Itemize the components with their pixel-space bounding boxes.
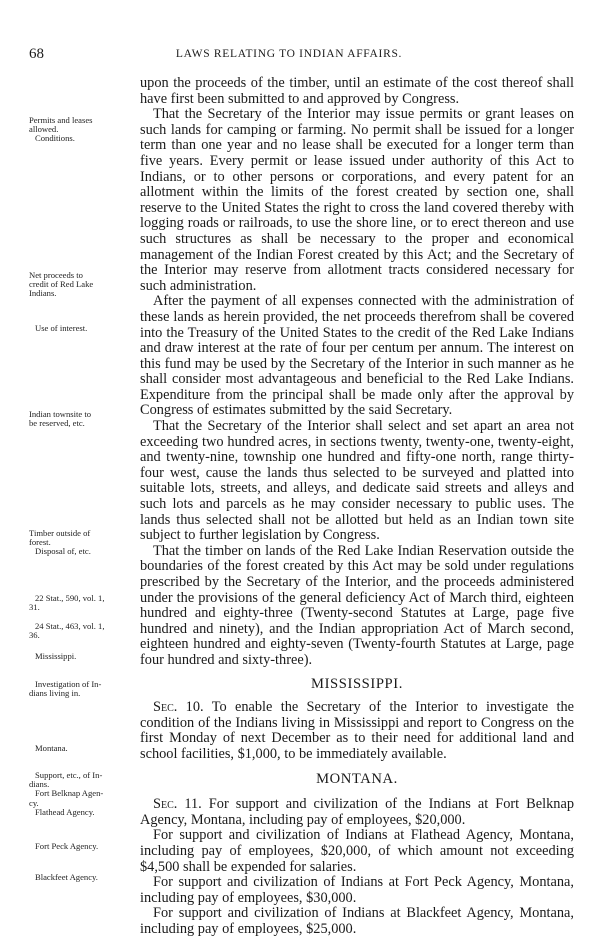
page-header xyxy=(29,46,549,62)
paragraph-blackfeet: For support and civilization of Indians at Blackfeet Agency, Montana, including pay of employees, $25,000. xyxy=(140,905,574,937)
section-11-text: For support and civilization of the Indians at Fort Belknap Agency, Montana, including pay of employees, $20,000. xyxy=(140,796,574,828)
margin-note-timber: Timber outside of forest. Disposal of, etc. xyxy=(29,528,91,557)
paragraph-flathead: For support and civilization of Indians at Flathead Agency, Montana, including pay of employees, $20,000, of which amount not exceeding $4,500 shall be expended for salaries. xyxy=(140,827,574,875)
heading-montana: MONTANA. xyxy=(316,770,398,787)
margin-note-fort-peck: Fort Peck Agency. xyxy=(35,841,99,851)
heading-mississippi: MISSISSIPPI. xyxy=(311,675,403,692)
margin-note-use-of-interest: Use of interest. xyxy=(35,323,88,333)
margin-note-support: Support, etc., of In- dians. Fort Belknap Agen- cy. Flathead Agency. xyxy=(29,770,104,817)
margin-note-permits: Permits and leases allowed. Conditions. xyxy=(29,115,93,144)
paragraph-timber: That the timber on lands of the Red Lake Indian Reservation outside the boundaries of the forest created by this Act may be sold under regulations prescribed by the Secretary of the Interior, and the proceeds administered under the provisions of the general deficiency Act of March third, eighteen hundred and eighty-three (Twenty-second Statutes at Large, page five hundred and ninety), and the Indian appropriation Act of March second, eighteen hundred and eighty-seven (Twenty-fourth Statutes at Large, page four hundred and sixty-three). xyxy=(140,542,574,668)
paragraph-permits: That the Secretary of the Interior may issue permits or grant leases on such lands for camping or farming. No permit shall be issued for a longer term than one year and no lease shall be executed for a longer term than five years. Every permit or lease issued under authority of this Act to Indians, or to other persons or corporations, and every patent for an allotment within the limits of the forest created by section one, shall reserve to the United States the right to cross the land covered thereby with logging roads or railroads, to use the shore line, or to erect thereon and use such structures as shall be necessary to the proper and economical management of the Indian Forest created by this Act; and the Secretary of the Interior may reserve from allotment tracts considered necessary for such administration. xyxy=(140,106,574,294)
paragraph-fort-peck: For support and civilization of Indians at Fort Peck Agency, Montana, including pay of employees, $30,000. xyxy=(140,874,574,906)
main-text xyxy=(140,76,574,937)
section-10-label: Sec. 10. xyxy=(153,699,204,716)
margin-note-townsite: Indian townsite to be reserved, etc. xyxy=(29,409,92,429)
margin-note-net-proceeds: Net proceeds to credit of Red Lake Indians. xyxy=(29,270,94,299)
paragraph-net-proceeds: After the payment of all expenses connected with the administration of these lands as herein provided, the net proceeds therefrom shall be covered into the Treasury of the United States to the credit of the Red Lake Indians and draw interest at the rate of four per centum per annum. The interest on this fund may be used by the Secretary of the Interior in such manner as he shall consider most advantageous and beneficial to the Red Lake Indians. Expenditure from the principal shall be made only after the approval by Congress of estimates submitted by the said Secretary. xyxy=(140,293,574,419)
paragraph-townsite: That the Secretary of the Interior shall select and set apart an area not exceeding two hundred acres, in sections twenty, twenty-one, twenty-eight, and twenty-nine, township one hundred and fifty-one north, range thirty-four west, cause the lands thus selected to be surveyed and platted into suitable lots, streets, and alleys, and dedicate said streets and alleys and such lots and parcels as he may consider necessary to public uses. The lands thus selected shall not be allotted but held as an Indian town site subject to further legislation by Congress. xyxy=(140,418,574,544)
margin-note-blackfeet: Blackfeet Agency. xyxy=(35,872,98,882)
section-10-text: To enable the Secretary of the Interior to investigate the condition of the Indians living in Mississippi and report to Congress on the first Monday of next December as to their need for additional land and school facilities, $1,000, to be immediately available. xyxy=(140,699,574,762)
margin-note-stat-22: 22 Stat., 590, vol. 1, 31. xyxy=(29,593,105,613)
margin-note-montana: Montana. xyxy=(35,743,68,753)
margin-note-investigation: Investigation of In- dians living in. xyxy=(29,679,102,699)
paragraph-section-10 xyxy=(140,700,574,762)
running-title: LAWS RELATING TO INDIAN AFFAIRS. xyxy=(175,48,403,60)
margin-note-mississippi: Mississippi. xyxy=(35,651,77,661)
section-11-label: Sec. 11. xyxy=(153,796,202,813)
paragraph-continuation: upon the proceeds of the timber, until an estimate of the cost thereof shall have first been submitted to and approved by Congress. xyxy=(140,75,574,107)
margin-note-stat-24: 24 Stat., 463, vol. 1, 36. xyxy=(29,621,105,641)
paragraph-section-11 xyxy=(140,797,574,828)
page-number: 68 xyxy=(29,46,44,62)
